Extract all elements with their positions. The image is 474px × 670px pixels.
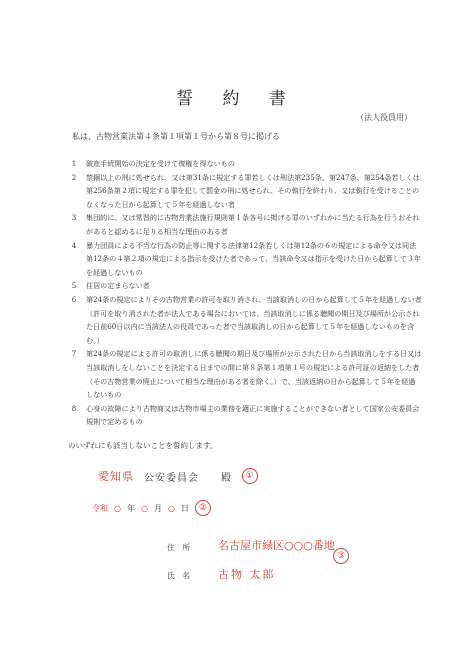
document-subtitle: （法人役員用） [356, 113, 412, 122]
addressee [98, 468, 258, 484]
date-month-unit: 月 [153, 503, 162, 513]
item-number: 2 [71, 172, 77, 182]
list-item [62, 157, 422, 171]
item-number: 7 [71, 349, 77, 359]
item-number: 6 [71, 294, 77, 304]
disqualification-list [62, 157, 422, 429]
date-month-blank: ○ [140, 503, 148, 513]
item-text: 暴力団員による不当な行為の防止等に関する法律第12条若しくは第12条の６の規定による命令又は同法第12条の４第２項の規定による指示を受けた者であって、当該命令又は指示を受けた日から起算して３年を経過しないもの [86, 240, 422, 277]
item-text: 心身の故障により古物商又は古物市場主の業務を適正に実施することができない者として国家公安委員会規則で定めるもの [86, 403, 420, 427]
date-day-blank: ○ [167, 503, 175, 513]
item-text: 禁錮以上の刑に処せられ、又は第31条に規定する罪若しくは刑法第235条、第247条、第254条若しくは第256条第２項に規定する罪を犯して罰金の刑に処せられ、その執行を終わり、又は執行を受けることのなくなった日から起算して５年を経過しない者 [86, 172, 420, 209]
list-item [62, 279, 422, 293]
addressee-honorific: 殿 [221, 472, 232, 484]
marker-1: ① [242, 468, 258, 484]
date-day-unit: 日 [180, 503, 189, 513]
list-item [62, 211, 422, 238]
item-number: 5 [71, 281, 77, 291]
item-number: 1 [71, 159, 77, 168]
marker-3: ③ [333, 548, 349, 564]
marker-2: ② [195, 500, 211, 516]
list-item [62, 402, 422, 429]
list-item [62, 293, 422, 347]
name-label: 氏名 [167, 571, 198, 580]
list-item [62, 239, 422, 280]
intro-text: 私は、古物営業法第４条第１項第１号から第８号に掲げる [72, 132, 280, 141]
item-number: 4 [71, 240, 77, 250]
closing-statement: のいずれにも該当しないことを誓約します。 [68, 441, 218, 450]
item-text: 第24条の規定による許可の取消しに係る聴聞の期日及び場所が公示された日から当該取消しをする日又は当該取消しをしないことを決定する日までの間に第８条第１項第１号の規定による許可証の返納をした者（その古物営業の廃止について相当な理由がある者を除く。）で、当該返納の日から起算して５年を経過しないもの [86, 349, 422, 400]
list-item [62, 171, 422, 212]
date-year-unit: 年 [126, 503, 135, 513]
name-value: 古物 太郎 [218, 568, 276, 581]
address-value: 名古屋市緑区○○○番地 [218, 539, 335, 552]
item-number: 8 [71, 403, 77, 413]
item-text: 第24条の規定によりその古物営業の許可を取り消され、当該取消しの日から起算して５年を経過しない者（許可を取り消された者が法人である場合においては、当該取消しに係る聴聞の期日及び場所が公示された日前60日以内に当該法人の役員であった者で当該取消しの日から起算して５年を経過しないものを含む。） [86, 294, 422, 345]
addressee-office: 公安委員会 [144, 472, 199, 484]
address-label: 住所 [167, 543, 198, 552]
item-text: 住居の定まらない者 [86, 281, 150, 291]
addressee-prefecture: 愛知県 [98, 470, 134, 483]
item-text: 破産手続開始の決定を受けて復権を得ないもの [86, 159, 235, 168]
document-title: 誓 約 書 [176, 89, 298, 109]
date-year-blank: ○ [114, 503, 121, 513]
item-text: 集団的に、又は常習的に古物営業法施行規則第１条各号に掲げる罪のいずれかに当たる行為を行うおそれがあると認めるに足りる相当な理由のある者 [86, 213, 420, 236]
date-line [92, 500, 211, 516]
date-era: 令和 [92, 503, 108, 513]
item-number: 3 [71, 213, 77, 223]
list-item [62, 347, 422, 401]
